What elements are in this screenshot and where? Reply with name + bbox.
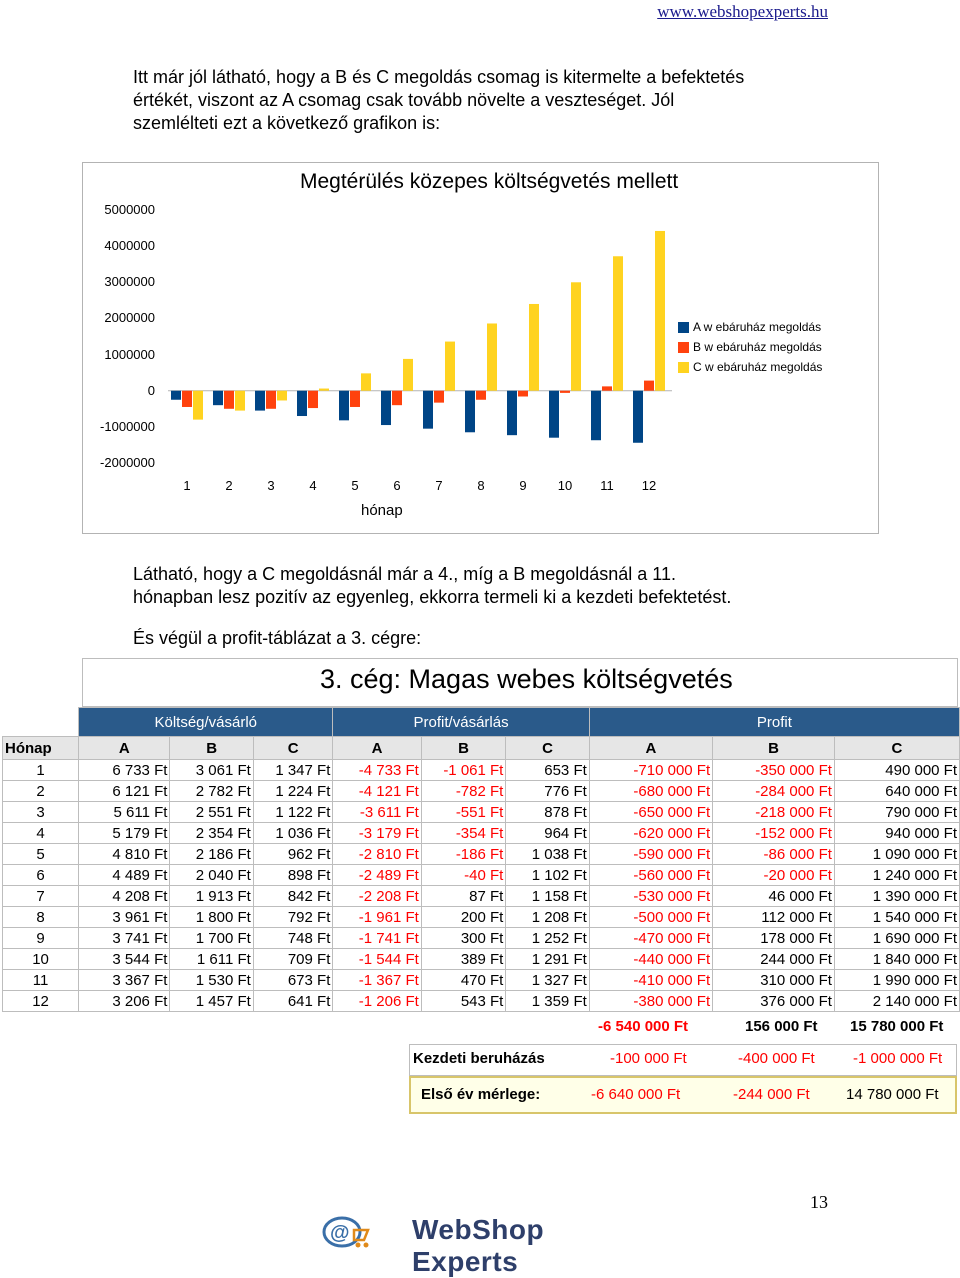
value-cell: 3 061 Ft bbox=[170, 760, 253, 781]
value-cell: -20 000 Ft bbox=[713, 865, 835, 886]
value-cell: -1 206 Ft bbox=[333, 991, 421, 1012]
value-cell: 673 Ft bbox=[253, 970, 333, 991]
y-tick-label: 2000000 bbox=[104, 310, 155, 326]
column-header: A bbox=[333, 737, 421, 760]
legend-item bbox=[693, 340, 822, 354]
bar-series-0-month-6 bbox=[381, 391, 391, 425]
bar-series-2-month-11 bbox=[613, 256, 623, 390]
total-value: 156 000 Ft bbox=[745, 1018, 818, 1035]
column-header: C bbox=[253, 737, 333, 760]
logo-text: WebShop Experts bbox=[412, 1214, 545, 1277]
x-tick-label: 1 bbox=[183, 478, 191, 493]
x-tick-label: 4 bbox=[309, 478, 317, 493]
value-cell: 376 000 Ft bbox=[713, 991, 835, 1012]
value-cell: 2 551 Ft bbox=[170, 802, 253, 823]
group-header: Költség/vásárló bbox=[79, 708, 333, 737]
value-cell: 178 000 Ft bbox=[713, 928, 835, 949]
value-cell: 776 Ft bbox=[506, 781, 589, 802]
value-cell: -782 Ft bbox=[421, 781, 506, 802]
legend-swatch bbox=[678, 322, 689, 333]
y-tick-label: 3000000 bbox=[104, 274, 155, 290]
value-cell: 2 140 000 Ft bbox=[834, 991, 959, 1012]
legend-swatch bbox=[678, 342, 689, 353]
value-cell: -4 733 Ft bbox=[333, 760, 421, 781]
value-cell: 87 Ft bbox=[421, 886, 506, 907]
value-cell: 790 000 Ft bbox=[834, 802, 959, 823]
column-header: Hónap bbox=[3, 737, 79, 760]
value-cell: 2 186 Ft bbox=[170, 844, 253, 865]
profit-table bbox=[2, 707, 960, 1012]
x-tick-label: 12 bbox=[641, 478, 657, 493]
value-cell: 389 Ft bbox=[421, 949, 506, 970]
value-cell: 1 291 Ft bbox=[506, 949, 589, 970]
bar-series-1-month-4 bbox=[308, 391, 318, 408]
value-cell: 1 700 Ft bbox=[170, 928, 253, 949]
value-cell: -4 121 Ft bbox=[333, 781, 421, 802]
value-cell: 6 733 Ft bbox=[79, 760, 170, 781]
month-cell: 9 bbox=[3, 928, 79, 949]
value-cell: -152 000 Ft bbox=[713, 823, 835, 844]
value-cell: 3 367 Ft bbox=[79, 970, 170, 991]
x-axis-label: hónap bbox=[361, 502, 403, 519]
after-line-2: hónapban lesz pozitív az egyenleg, ekkorra termeli ki a kezdeti befektetést. bbox=[133, 587, 732, 607]
value-cell: 200 Ft bbox=[421, 907, 506, 928]
month-cell: 6 bbox=[3, 865, 79, 886]
merleg-b: -244 000 Ft bbox=[733, 1086, 810, 1103]
bar-series-0-month-10 bbox=[549, 391, 559, 438]
bar-series-1-month-5 bbox=[350, 391, 360, 407]
bar-series-1-month-2 bbox=[224, 391, 234, 409]
bar-series-0-month-1 bbox=[171, 391, 181, 400]
value-cell: 3 544 Ft bbox=[79, 949, 170, 970]
column-header: A bbox=[589, 737, 712, 760]
value-cell: 490 000 Ft bbox=[834, 760, 959, 781]
kezdeti-label: Kezdeti beruházás bbox=[413, 1050, 545, 1067]
value-cell: 1 122 Ft bbox=[253, 802, 333, 823]
x-tick-label: 2 bbox=[225, 478, 233, 493]
value-cell: 1 540 000 Ft bbox=[834, 907, 959, 928]
value-cell: -284 000 Ft bbox=[713, 781, 835, 802]
value-cell: 1 913 Ft bbox=[170, 886, 253, 907]
table-title: 3. cég: Magas webes költségvetés bbox=[320, 664, 733, 694]
table-row bbox=[3, 991, 960, 1012]
table-row bbox=[3, 886, 960, 907]
value-cell: 1 224 Ft bbox=[253, 781, 333, 802]
value-cell: 964 Ft bbox=[506, 823, 589, 844]
value-cell: 543 Ft bbox=[421, 991, 506, 1012]
value-cell: -380 000 Ft bbox=[589, 991, 712, 1012]
intro-line-2: értékét, viszont az A csomag csak tovább növelte a veszteséget. Jól bbox=[133, 90, 675, 110]
y-tick-label: 5000000 bbox=[104, 202, 155, 217]
merleg-a: -6 640 000 Ft bbox=[591, 1086, 681, 1103]
webshop-experts-logo bbox=[320, 1212, 650, 1277]
value-cell: 1 158 Ft bbox=[506, 886, 589, 907]
value-cell: -410 000 Ft bbox=[589, 970, 712, 991]
kezdeti-beruhazas-row bbox=[409, 1044, 957, 1076]
y-tick-label: 4000000 bbox=[104, 238, 155, 254]
legend-label: A w ebáruház megoldás bbox=[693, 320, 822, 334]
legend-item bbox=[693, 360, 822, 374]
value-cell: -680 000 Ft bbox=[589, 781, 712, 802]
value-cell: -590 000 Ft bbox=[589, 844, 712, 865]
value-cell: 962 Ft bbox=[253, 844, 333, 865]
value-cell: 6 121 Ft bbox=[79, 781, 170, 802]
bar-series-2-month-1 bbox=[193, 391, 203, 420]
after-line-3: És végül a profit-táblázat a 3. cégre: bbox=[133, 628, 422, 648]
bar-series-2-month-7 bbox=[445, 342, 455, 391]
value-cell: 4 810 Ft bbox=[79, 844, 170, 865]
legend-swatch bbox=[678, 362, 689, 373]
table-row bbox=[3, 823, 960, 844]
value-cell: 112 000 Ft bbox=[713, 907, 835, 928]
x-tick-label: 10 bbox=[557, 478, 573, 493]
x-tick-label: 9 bbox=[519, 478, 527, 493]
table-row bbox=[3, 928, 960, 949]
bar-series-1-month-12 bbox=[644, 381, 654, 391]
bar-series-0-month-11 bbox=[591, 391, 601, 441]
month-cell: 8 bbox=[3, 907, 79, 928]
value-cell: 4 489 Ft bbox=[79, 865, 170, 886]
value-cell: 300 Ft bbox=[421, 928, 506, 949]
month-cell: 11 bbox=[3, 970, 79, 991]
value-cell: 3 961 Ft bbox=[79, 907, 170, 928]
value-cell: 2 040 Ft bbox=[170, 865, 253, 886]
value-cell: 653 Ft bbox=[506, 760, 589, 781]
x-tick-label: 11 bbox=[600, 478, 614, 493]
value-cell: 1 252 Ft bbox=[506, 928, 589, 949]
bar-series-2-month-8 bbox=[487, 323, 497, 390]
bar-series-1-month-1 bbox=[182, 391, 192, 407]
y-tick-label: -2000000 bbox=[100, 455, 155, 470]
x-tick-label: 7 bbox=[435, 478, 443, 493]
x-tick-label: 8 bbox=[477, 478, 485, 493]
y-tick-label: 0 bbox=[147, 382, 155, 398]
month-cell: 1 bbox=[3, 760, 79, 781]
value-cell: 1 359 Ft bbox=[506, 991, 589, 1012]
bar-series-1-month-8 bbox=[476, 391, 486, 400]
value-cell: 1 457 Ft bbox=[170, 991, 253, 1012]
bar-series-2-month-10 bbox=[571, 282, 581, 390]
value-cell: 5 611 Ft bbox=[79, 802, 170, 823]
value-cell: -560 000 Ft bbox=[589, 865, 712, 886]
bar-series-0-month-7 bbox=[423, 391, 433, 429]
group-header-blank bbox=[3, 708, 79, 737]
value-cell: 640 000 Ft bbox=[834, 781, 959, 802]
value-cell: -470 000 Ft bbox=[589, 928, 712, 949]
value-cell: -500 000 Ft bbox=[589, 907, 712, 928]
value-cell: 842 Ft bbox=[253, 886, 333, 907]
group-header: Profit/vásárlás bbox=[333, 708, 589, 737]
legend-label: C w ebáruház megoldás bbox=[693, 360, 823, 374]
month-cell: 10 bbox=[3, 949, 79, 970]
total-value: -6 540 000 Ft bbox=[598, 1018, 689, 1035]
chart-plot bbox=[0, 0, 960, 560]
value-cell: 898 Ft bbox=[253, 865, 333, 886]
value-cell: 1 036 Ft bbox=[253, 823, 333, 844]
table-row bbox=[3, 907, 960, 928]
kezdeti-c: -1 000 000 Ft bbox=[853, 1050, 943, 1067]
value-cell: -1 544 Ft bbox=[333, 949, 421, 970]
table-row bbox=[3, 949, 960, 970]
bar-series-2-month-4 bbox=[319, 389, 329, 391]
value-cell: 1 102 Ft bbox=[506, 865, 589, 886]
bar-series-0-month-12 bbox=[633, 391, 643, 443]
value-cell: -551 Ft bbox=[421, 802, 506, 823]
table-row bbox=[3, 970, 960, 991]
value-cell: 46 000 Ft bbox=[713, 886, 835, 907]
bar-series-0-month-9 bbox=[507, 391, 517, 435]
after-line-1: Látható, hogy a C megoldásnál már a 4., míg a B megoldásnál a 11. bbox=[133, 564, 676, 584]
kezdeti-b: -400 000 Ft bbox=[738, 1050, 815, 1067]
value-cell: -2 489 Ft bbox=[333, 865, 421, 886]
month-cell: 2 bbox=[3, 781, 79, 802]
bar-series-2-month-2 bbox=[235, 391, 245, 411]
value-cell: -440 000 Ft bbox=[589, 949, 712, 970]
value-cell: 2 354 Ft bbox=[170, 823, 253, 844]
value-cell: -710 000 Ft bbox=[589, 760, 712, 781]
value-cell: 1 611 Ft bbox=[170, 949, 253, 970]
bar-series-1-month-6 bbox=[392, 391, 402, 405]
intro-line-1: Itt már jól látható, hogy a B és C megoldás csomag is kitermelte a befektetés bbox=[133, 67, 745, 87]
svg-text:@: @ bbox=[330, 1222, 350, 1244]
chart-title: Megtérülés közepes költségvetés mellett bbox=[300, 170, 679, 193]
value-cell: 470 Ft bbox=[421, 970, 506, 991]
column-header: B bbox=[713, 737, 835, 760]
bar-series-1-month-11 bbox=[602, 386, 612, 390]
page-number: 13 bbox=[810, 1192, 828, 1212]
value-cell: 244 000 Ft bbox=[713, 949, 835, 970]
x-tick-label: 5 bbox=[351, 478, 359, 493]
value-cell: 4 208 Ft bbox=[79, 886, 170, 907]
value-cell: -620 000 Ft bbox=[589, 823, 712, 844]
column-header: B bbox=[170, 737, 253, 760]
value-cell: 1 208 Ft bbox=[506, 907, 589, 928]
legend-label: B w ebáruház megoldás bbox=[693, 340, 822, 354]
y-tick-label: -1000000 bbox=[100, 418, 155, 434]
merleg-label: Első év mérlege: bbox=[421, 1086, 541, 1103]
elso-ev-merlege-row bbox=[409, 1076, 957, 1114]
bar-series-2-month-3 bbox=[277, 391, 287, 401]
bar-series-0-month-8 bbox=[465, 391, 475, 433]
value-cell: -86 000 Ft bbox=[713, 844, 835, 865]
value-cell: 1 090 000 Ft bbox=[834, 844, 959, 865]
value-cell: 792 Ft bbox=[253, 907, 333, 928]
value-cell: 1 347 Ft bbox=[253, 760, 333, 781]
bar-series-2-month-6 bbox=[403, 359, 413, 391]
bar-series-1-month-10 bbox=[560, 391, 570, 393]
table-row bbox=[3, 802, 960, 823]
month-cell: 12 bbox=[3, 991, 79, 1012]
x-tick-label: 3 bbox=[267, 478, 275, 493]
column-header: A bbox=[79, 737, 170, 760]
value-cell: 1 690 000 Ft bbox=[834, 928, 959, 949]
month-cell: 3 bbox=[3, 802, 79, 823]
group-header: Profit bbox=[589, 708, 959, 737]
value-cell: 1 240 000 Ft bbox=[834, 865, 959, 886]
merleg-c: 14 780 000 Ft bbox=[846, 1086, 939, 1103]
value-cell: 3 741 Ft bbox=[79, 928, 170, 949]
value-cell: 709 Ft bbox=[253, 949, 333, 970]
bar-series-0-month-5 bbox=[339, 391, 349, 421]
value-cell: -2 810 Ft bbox=[333, 844, 421, 865]
table-row bbox=[3, 844, 960, 865]
value-cell: -3 179 Ft bbox=[333, 823, 421, 844]
value-cell: -3 611 Ft bbox=[333, 802, 421, 823]
value-cell: 1 800 Ft bbox=[170, 907, 253, 928]
x-tick-label: 6 bbox=[393, 478, 401, 493]
value-cell: -1 961 Ft bbox=[333, 907, 421, 928]
month-cell: 5 bbox=[3, 844, 79, 865]
value-cell: -1 741 Ft bbox=[333, 928, 421, 949]
bar-series-1-month-7 bbox=[434, 391, 444, 403]
value-cell: 1 038 Ft bbox=[506, 844, 589, 865]
value-cell: -2 208 Ft bbox=[333, 886, 421, 907]
value-cell: -650 000 Ft bbox=[589, 802, 712, 823]
kezdeti-a: -100 000 Ft bbox=[610, 1050, 687, 1067]
table-row bbox=[3, 760, 960, 781]
bar-series-0-month-3 bbox=[255, 391, 265, 411]
value-cell: -350 000 Ft bbox=[713, 760, 835, 781]
bar-series-0-month-4 bbox=[297, 391, 307, 416]
legend-item bbox=[693, 320, 821, 334]
value-cell: 1 327 Ft bbox=[506, 970, 589, 991]
intro-line-3: szemlélteti ezt a következő grafikon is: bbox=[133, 113, 441, 133]
value-cell: 1 840 000 Ft bbox=[834, 949, 959, 970]
value-cell: -186 Ft bbox=[421, 844, 506, 865]
value-cell: 2 782 Ft bbox=[170, 781, 253, 802]
value-cell: 310 000 Ft bbox=[713, 970, 835, 991]
value-cell: 1 990 000 Ft bbox=[834, 970, 959, 991]
value-cell: -1 061 Ft bbox=[421, 760, 506, 781]
bar-series-1-month-9 bbox=[518, 391, 528, 397]
after-paragraph bbox=[133, 563, 853, 650]
value-cell: 940 000 Ft bbox=[834, 823, 959, 844]
month-cell: 7 bbox=[3, 886, 79, 907]
value-cell: -218 000 Ft bbox=[713, 802, 835, 823]
table-row bbox=[3, 865, 960, 886]
bar-series-2-month-12 bbox=[655, 231, 665, 391]
bar-series-2-month-5 bbox=[361, 373, 371, 390]
value-cell: -530 000 Ft bbox=[589, 886, 712, 907]
value-cell: 1 530 Ft bbox=[170, 970, 253, 991]
y-tick-label: 1000000 bbox=[104, 346, 155, 362]
value-cell: 748 Ft bbox=[253, 928, 333, 949]
header-url[interactable]: www.webshopexperts.hu bbox=[657, 2, 828, 21]
value-cell: -40 Ft bbox=[421, 865, 506, 886]
column-header: B bbox=[421, 737, 506, 760]
value-cell: 878 Ft bbox=[506, 802, 589, 823]
bar-series-0-month-2 bbox=[213, 391, 223, 405]
value-cell: -1 367 Ft bbox=[333, 970, 421, 991]
value-cell: 3 206 Ft bbox=[79, 991, 170, 1012]
value-cell: -354 Ft bbox=[421, 823, 506, 844]
value-cell: 641 Ft bbox=[253, 991, 333, 1012]
month-cell: 4 bbox=[3, 823, 79, 844]
total-value: 15 780 000 Ft bbox=[850, 1018, 944, 1035]
value-cell: 1 390 000 Ft bbox=[834, 886, 959, 907]
bar-series-1-month-3 bbox=[266, 391, 276, 409]
value-cell: 5 179 Ft bbox=[79, 823, 170, 844]
bar-series-2-month-9 bbox=[529, 304, 539, 391]
column-header: C bbox=[834, 737, 959, 760]
column-header: C bbox=[506, 737, 589, 760]
table-row bbox=[3, 781, 960, 802]
